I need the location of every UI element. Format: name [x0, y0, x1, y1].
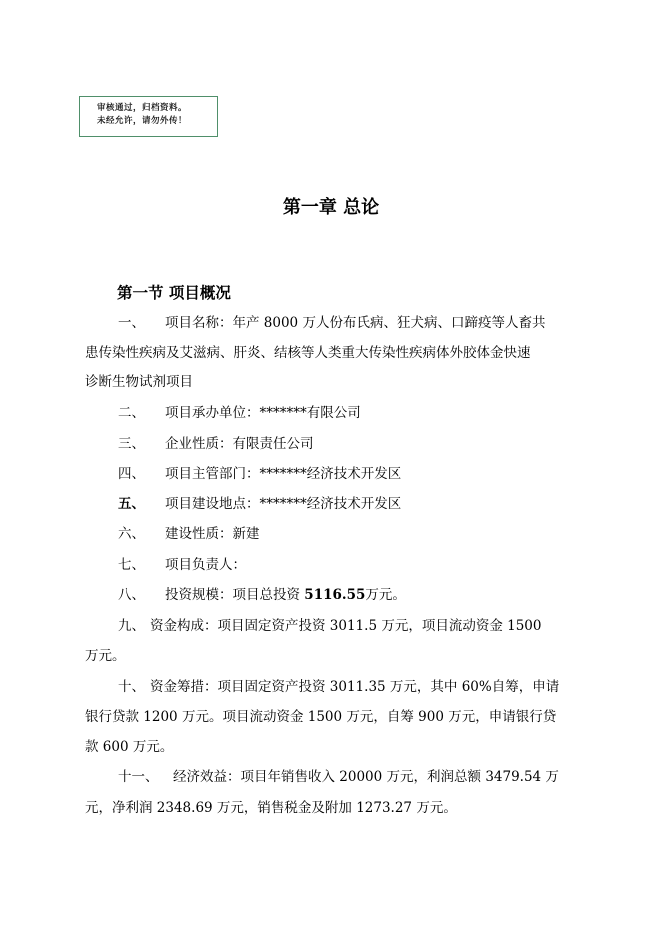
item-4: [118, 462, 401, 486]
item-9: [118, 614, 541, 638]
stamp-line-2: 未经允许，请勿外传！: [97, 116, 188, 126]
item-9-cont: [85, 644, 126, 668]
item-11-cont: [85, 796, 457, 820]
item-number: 十一、: [118, 769, 159, 785]
item-8: [118, 583, 406, 607]
item-10-cont: [85, 705, 556, 729]
item-line: 元，净利润 2348.69 万元，销售税金及附加 1273.27 万元。: [85, 800, 457, 816]
stamp-line-1: 审核通过，归档资料。: [97, 103, 188, 113]
item-line: 项目主管部门：*******经济技术开发区: [165, 466, 402, 482]
item-line: 资金构成：项目固定资产投资 3011.5 万元，项目流动资金 1500: [150, 618, 542, 634]
item-line: 经济效益：项目年销售收入 20000 万元，利润总额 3479.54 万: [173, 769, 559, 785]
item-line: 企业性质：有限责任公司: [165, 436, 314, 452]
item-1-cont: [85, 370, 193, 394]
item-2: [118, 401, 361, 425]
item-10-cont: [85, 735, 173, 759]
item-number: 十、: [118, 679, 145, 695]
item-line: 项目名称：年产 8000 万人份布氏病、狂犬病、口蹄疫等人畜共: [165, 315, 546, 331]
chapter-title: 第一章 总论: [282, 197, 380, 218]
item-line: 资金筹措：项目固定资产投资 3011.35 万元，其中 60%自筹，申请: [150, 679, 560, 695]
item-number: 三、: [118, 436, 145, 452]
item-line-tail: 万元。: [365, 587, 406, 603]
item-line: 银行贷款 1200 万元。项目流动资金 1500 万元，自筹 900 万元，申请银行贷: [85, 709, 557, 725]
item-line: 万元。: [85, 648, 126, 664]
item-number: 一、: [118, 315, 145, 331]
item-number: 九、: [118, 618, 145, 634]
approval-stamp: [79, 96, 218, 137]
total-investment-value: 5116.55: [304, 587, 366, 603]
item-number: 四、: [118, 466, 145, 482]
item-number: 二、: [118, 405, 145, 421]
item-1-cont: [85, 341, 531, 365]
item-1: [118, 311, 545, 335]
item-line: 建设性质：新建: [165, 526, 260, 542]
item-6: [118, 522, 260, 546]
item-3: [118, 432, 314, 456]
item-line: 患传染性疾病及艾滋病、肝炎、结核等人类重大传染性疾病体外胶体金快速: [85, 345, 531, 361]
item-line: 投资规模：项目总投资: [165, 587, 305, 603]
item-line: 款 600 万元。: [85, 739, 174, 755]
item-10: [118, 675, 559, 699]
item-7: [118, 553, 246, 577]
item-number: 八、: [118, 587, 145, 603]
item-line: 诊断生物试剂项目: [85, 374, 193, 390]
item-5: [118, 492, 401, 516]
item-number: 五、: [118, 496, 145, 512]
item-line: 项目建设地点：*******经济技术开发区: [165, 496, 402, 512]
item-number: 六、: [118, 526, 145, 542]
item-number: 七、: [118, 557, 145, 573]
item-line: 项目负责人：: [165, 557, 246, 573]
section-title: 第一节 项目概况: [117, 284, 231, 302]
item-line: 项目承办单位：*******有限公司: [165, 405, 361, 421]
item-11: [118, 765, 559, 789]
